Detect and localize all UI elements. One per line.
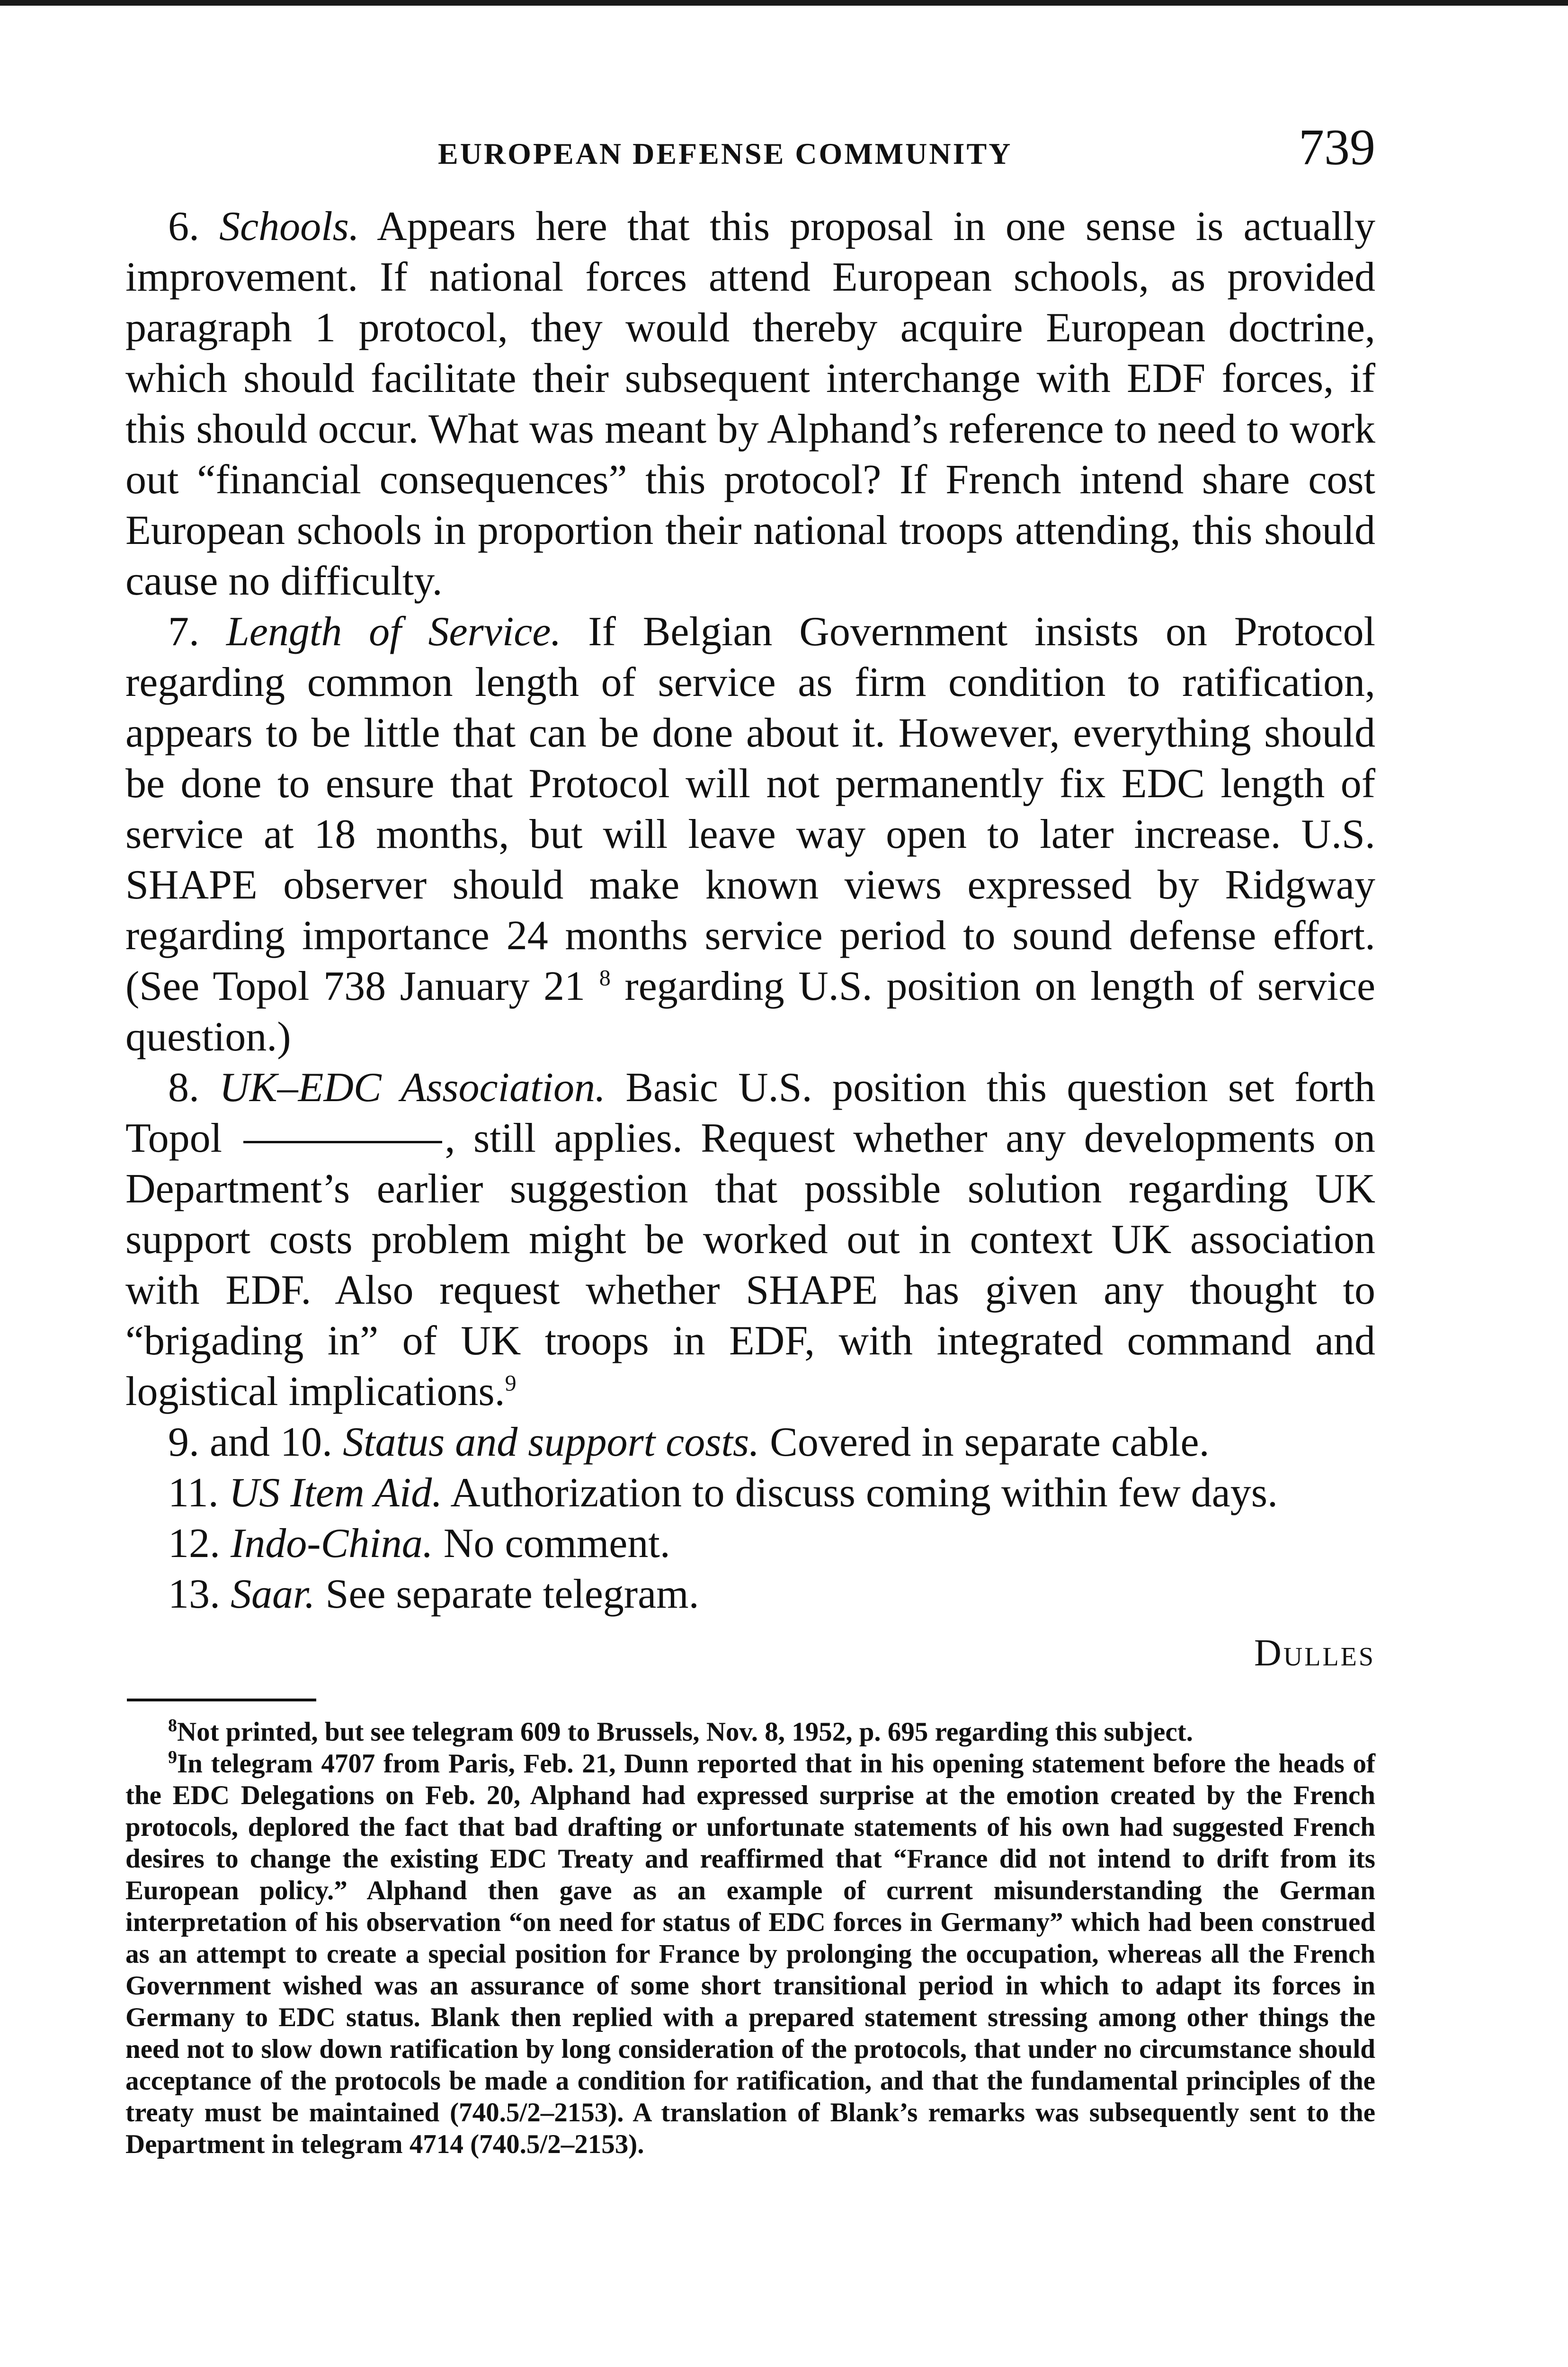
footnote-separator — [127, 1699, 316, 1701]
paragraph-title: Length of Service. — [226, 609, 561, 655]
page-number: 739 — [1299, 119, 1375, 176]
paragraph-indo-china — [125, 1518, 1375, 1569]
blank-reference-rule — [243, 1141, 442, 1143]
footnote-9 — [125, 1748, 1375, 2160]
paragraph-title: Schools. — [219, 204, 359, 249]
paragraph-length-of-service — [125, 606, 1375, 1062]
paragraph-text: Covered in separate cable. — [759, 1419, 1210, 1465]
paragraph-uk-edc-association — [125, 1062, 1375, 1417]
paragraph-schools — [125, 201, 1375, 606]
paragraph-text: Authorization to discuss coming within few days. — [442, 1470, 1278, 1516]
footnotes-section — [125, 1716, 1375, 2160]
paragraph-status-support-costs — [125, 1417, 1375, 1468]
paragraph-title: US Item Aid. — [229, 1470, 443, 1516]
paragraph-title: Status and support costs. — [343, 1419, 760, 1465]
footnote-ref-9[interactable]: 9 — [505, 1370, 517, 1396]
paragraph-us-item-aid — [125, 1468, 1375, 1518]
running-head: EUROPEAN DEFENSE COMMUNITY — [438, 137, 1013, 170]
footnote-ref-8[interactable]: 8 — [599, 965, 611, 991]
footnote-8 — [125, 1716, 1375, 1748]
footnote-marker: 8 — [168, 1716, 177, 1735]
signature: Dulles — [1254, 1632, 1375, 1674]
paragraph-title: Saar. — [231, 1571, 315, 1617]
paragraph-text: See separate telegram. — [315, 1571, 699, 1617]
paragraph-saar — [125, 1569, 1375, 1620]
page-header — [125, 117, 1375, 179]
paragraph-title: Indo-China. — [231, 1521, 433, 1566]
paragraph-number: 13. — [168, 1571, 220, 1617]
paragraph-text: Basic U.S. position this question set forth Topol — [125, 1065, 1375, 1161]
top-border-rule — [0, 0, 1568, 6]
document-body — [125, 201, 1375, 1679]
paragraph-text: Appears here that this proposal in one sense is actually improvement. If national forces attend European schools, as provided paragraph 1 protocol, they would thereby acquire European doctrine, which should facilitate their subsequent interchange with EDF forces, if this should occur. What was meant by Alphand’s reference to need to work out “financial consequences” this protocol? If French intend share cost European schools in proportion their national troops attending, this should cause no difficulty. — [125, 204, 1376, 604]
paragraph-number: 6. — [168, 204, 199, 249]
paragraph-number: 9. and 10. — [168, 1419, 333, 1465]
paragraph-number: 7. — [168, 609, 199, 655]
paragraph-number: 11. — [168, 1470, 219, 1516]
footnote-text: Not printed, but see telegram 609 to Brussels, Nov. 8, 1952, p. 695 regarding this subject. — [177, 1717, 1193, 1747]
paragraph-text: If Belgian Government insists on Protocol regarding common length of service as firm condition to ratification, appears to be little that can be done about it. However, everything should be done to ensure that Protocol will not permanently fix EDC length of service at 18 months, but will leave way open to later increase. U.S. SHAPE observer should make known views expressed by Ridgway regarding importance 24 months service period to sound defense effort. (See Topol 738 January 21 — [125, 609, 1376, 1009]
paragraph-text-continued: , still applies. Request whether any developments on Department’s earlier suggestion that possible solution regarding UK support costs problem might be worked out in context UK association with EDF. Also request whether SHAPE has given any thought to “brigading in” of UK troops in EDF, with integrated command and logistical implications. — [125, 1115, 1375, 1415]
footnote-text: In telegram 4707 from Paris, Feb. 21, Dunn reported that in his opening statement before the heads of the EDC Delegations on Feb. 20, Alphand had expressed surprise at the emotion created by the French protocols, deplored the fact that bad drafting or unfortunate statements of his own had suggested French desires to change the existing EDC Treaty and reaffirmed that “France did not intend to drift from its European policy.” Alphand then gave as an example of current misunderstanding the German interpretation of his observation “on need for status of EDC forces in Germany” which had been construed as an attempt to create a special position for France by prolonging the occupation, whereas all the French Government wished was an assurance of some short transitional period in which to adapt its forces in Germany to EDC status. Blank then replied with a prepared statement stressing among other things the need not to slow down ratification by long consideration of the protocols, that under no circumstance should acceptance of the protocols be made a condition for ratification, and that the fundamental principles of the treaty must be maintained (740.5/2–2153). A translation of Blank’s remarks was subsequently sent to the Department in telegram 4714 (740.5/2–2153). — [125, 1749, 1375, 2159]
paragraph-number: 8. — [168, 1065, 199, 1111]
paragraph-text: No comment. — [433, 1521, 670, 1566]
footnote-marker: 9 — [168, 1747, 177, 1767]
paragraph-title: UK–EDC Association. — [219, 1065, 606, 1111]
paragraph-text-continued: regarding U.S. position on length of service question.) — [125, 963, 1376, 1060]
paragraph-number: 12. — [168, 1521, 220, 1566]
